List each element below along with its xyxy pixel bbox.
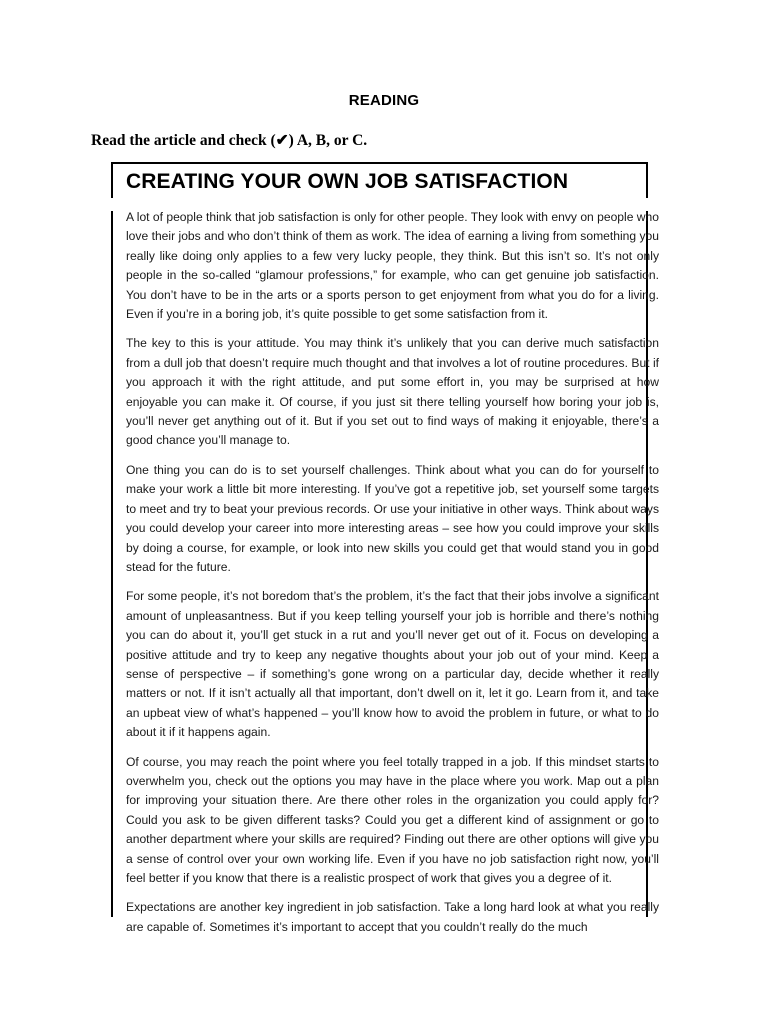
article-body <box>126 208 659 934</box>
frame-title-left-rule <box>111 162 113 198</box>
article-paragraph: One thing you can do is to set yourself challenges. Think about what you can do for yourself to make your work a little bit more interesting. If you’ve got a repetitive job, set yourself some targets to meet and try to beat your previous records. Or use your initiative in other ways. Think about ways you could develop your career into more interesting areas – see how you could improve your skills by doing a course, for example, or look into new skills you could get that would stand you in good stead for the future. <box>126 462 659 574</box>
article-title: CREATING YOUR OWN JOB SATISFACTION <box>126 170 569 193</box>
frame-title-right-rule <box>646 162 648 198</box>
frame-body-left-rule <box>111 211 113 917</box>
article-paragraph: A lot of people think that job satisfaction is only for other people. They look with envy on people who love their jobs and who don’t think of them as work. The idea of earning a living from something you really like doing only applies to a few very lucky people, they think. But this isn’t so. It’s not only people in the so-called “glamour professions,” for example, who can get genuine job satisfaction. You don’t have to be in the arts or a sports person to get enjoyment from what you do for a living. Even if you’re in a boring job, it’s quite possible to get some satisfaction from it. <box>126 210 659 322</box>
article-paragraph: Expectations are another key ingredient in job satisfaction. Take a long hard look at what you really are capable of. Sometimes it’s important to accept that you couldn’t really do the much <box>126 900 659 934</box>
article-paragraph: Of course, you may reach the point where you feel totally trapped in a job. If this mindset starts to overwhelm you, check out the options you may have in the place where you work. Map out a plan for improving your situation there. Are there other roles in the organization you could apply for? Could you ask to be given different tasks? Could you get a different kind of assignment or go to another department where your skills are required? Finding out there are other options will give you a sense of control over your own working life. Even if you have no job satisfaction right now, you’ll feel better if you know that there is a realistic prospect of work that gives you a degree of it. <box>126 754 659 885</box>
frame-top-rule <box>111 162 648 164</box>
article-paragraph: For some people, it’s not boredom that’s the problem, it’s the fact that their jobs involve a significant amount of unpleasantness. But if you keep telling yourself your job is horrible and there’s nothing you can do about it, you’ll get stuck in a rut and you’ll never get out of it. Focus on developing a positive attitude and try to keep any negative thoughts about your job out of your mind. Keep a sense of perspective – if something’s gone wrong on a particular day, decide whether it really matters or not. If it isn’t actually all that important, don’t dwell on it, let it go. Learn from it, and take an upbeat view of what’s happened – you’ll know how to avoid the problem in future, or what to do about it if it happens again. <box>126 589 659 740</box>
article-paragraph: The key to this is your attitude. You may think it’s unlikely that you can derive much satisfaction from a dull job that doesn’t require much thought and that involves a lot of routine procedures. But if you approach it with the right attitude, and put some effort in, you may be surprised at how enjoyable you can make it. Of course, if you just sit there telling yourself how boring your job is, you’ll never get anything out of it. But if you set out to find ways of making it enjoyable, there’s a good chance you’ll manage to. <box>126 336 659 448</box>
instruction-text: Read the article and check (✔) A, B, or C. <box>91 132 368 149</box>
section-heading: READING <box>348 92 420 109</box>
